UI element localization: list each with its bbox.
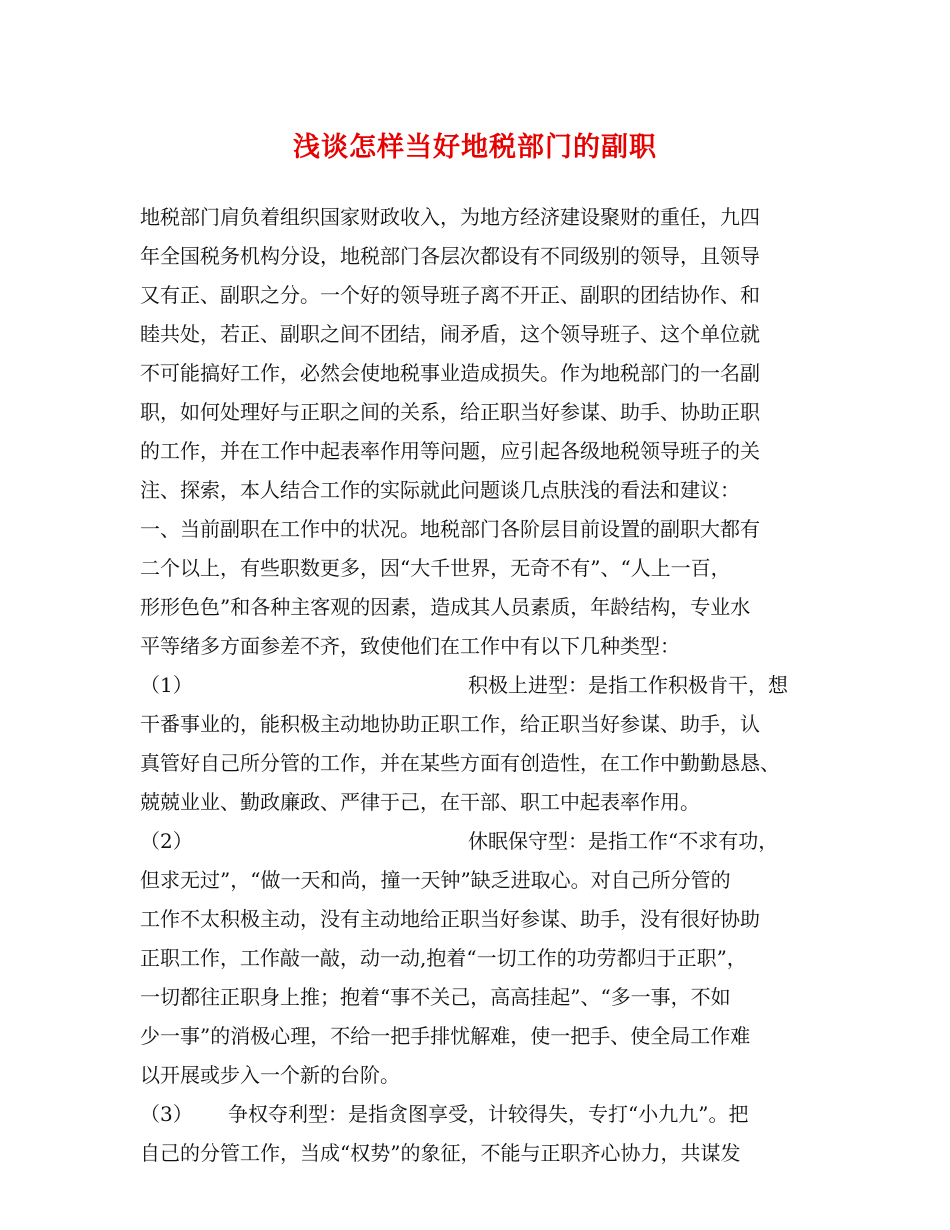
list-item-line — [140, 827, 840, 855]
body-line: 注、探索，本人结合工作的实际就此问题谈几点肤浅的看法和建议： — [140, 478, 740, 502]
body-line: 工作不太积极主动，没有主动地给正职当好参谋、助手，没有很好协助 — [140, 907, 760, 931]
body-line: 干番事业的，能积极主动地协助正职工作，给正职当好参谋、助手，认 — [140, 712, 760, 736]
body-line: 平等绪多方面参差不齐，致使他们在工作中有以下几种类型： — [140, 634, 680, 658]
item-number: （1） — [140, 673, 193, 697]
body-line: 又有正、副职之分。一个好的领导班子离不开正、副职的团结协作、和 — [140, 283, 760, 307]
body-line: 职，如何处理好与正职之间的关系，给正职当好参谋、助手、协助正职 — [140, 400, 760, 424]
body-line: 的工作，并在工作中起表率作用等问题，应引起各级地税领导班子的关 — [140, 439, 760, 463]
list-item-line — [140, 1100, 840, 1128]
item-text: 休眠保守型：是指工作“不求有功， — [468, 829, 779, 853]
list-item-line — [140, 671, 840, 699]
body-line: 形形色色”和各种主客观的因素，造成其人员素质，年龄结构，专业水 — [140, 595, 751, 619]
body-line: 兢兢业业、勤政廉政、严律于己，在干部、职工中起表率作用。 — [140, 790, 700, 814]
body-line: 一切都往正职身上推；抱着“事不关己，高高挂起”、“多一事，不如 — [140, 985, 731, 1009]
body-line: 以开展或步入一个新的台阶。 — [140, 1063, 400, 1087]
body-line: 少一事”的消极心理，不给一把手排忧解难，使一把手、使全局工作难 — [140, 1024, 751, 1048]
item-text: 积极上进型：是指工作积极肯干，想 — [468, 673, 788, 697]
item-text: 争权夺利型：是指贪图享受，计较得失，专打“小九九”。把 — [228, 1102, 749, 1126]
item-number: （3） — [140, 1102, 193, 1126]
body-line: 睦共处，若正、副职之间不团结，闹矛盾，这个领导班子、这个单位就 — [140, 322, 760, 346]
body-line: 年全国税务机构分设，地税部门各层次都设有不同级别的领导，且领导 — [140, 244, 760, 268]
body-line: 地税部门肩负着组织国家财政收入，为地方经济建设聚财的重任，九四 — [140, 205, 760, 229]
body-line: 正职工作，工作敲一敲，动一动,抱着“一切工作的功劳都归于正职”， — [140, 946, 747, 970]
body-line: 不可能搞好工作，必然会使地税事业造成损失。作为地税部门的一名副 — [140, 361, 760, 385]
body-line: 真管好自己所分管的工作，并在某些方面有创造性，在工作中勤勤恳恳、 — [140, 751, 780, 775]
item-number: （2） — [140, 829, 193, 853]
body-line: 但求无过”，“做一天和尚，撞一天钟”缺乏进取心。对自己所分管的 — [140, 868, 731, 892]
body-line: 一、当前副职在工作中的状况。地税部门各阶层目前设置的副职大都有 — [140, 517, 760, 541]
body-line: 自己的分管工作，当成“权势”的象征，不能与正职齐心协力，共谋发 — [140, 1141, 741, 1165]
body-line: 二个以上，有些职数更多，因“大千世界，无奇不有”、“人上一百， — [140, 556, 731, 580]
document-title: 浅谈怎样当好地税部门的副职 — [293, 132, 657, 163]
